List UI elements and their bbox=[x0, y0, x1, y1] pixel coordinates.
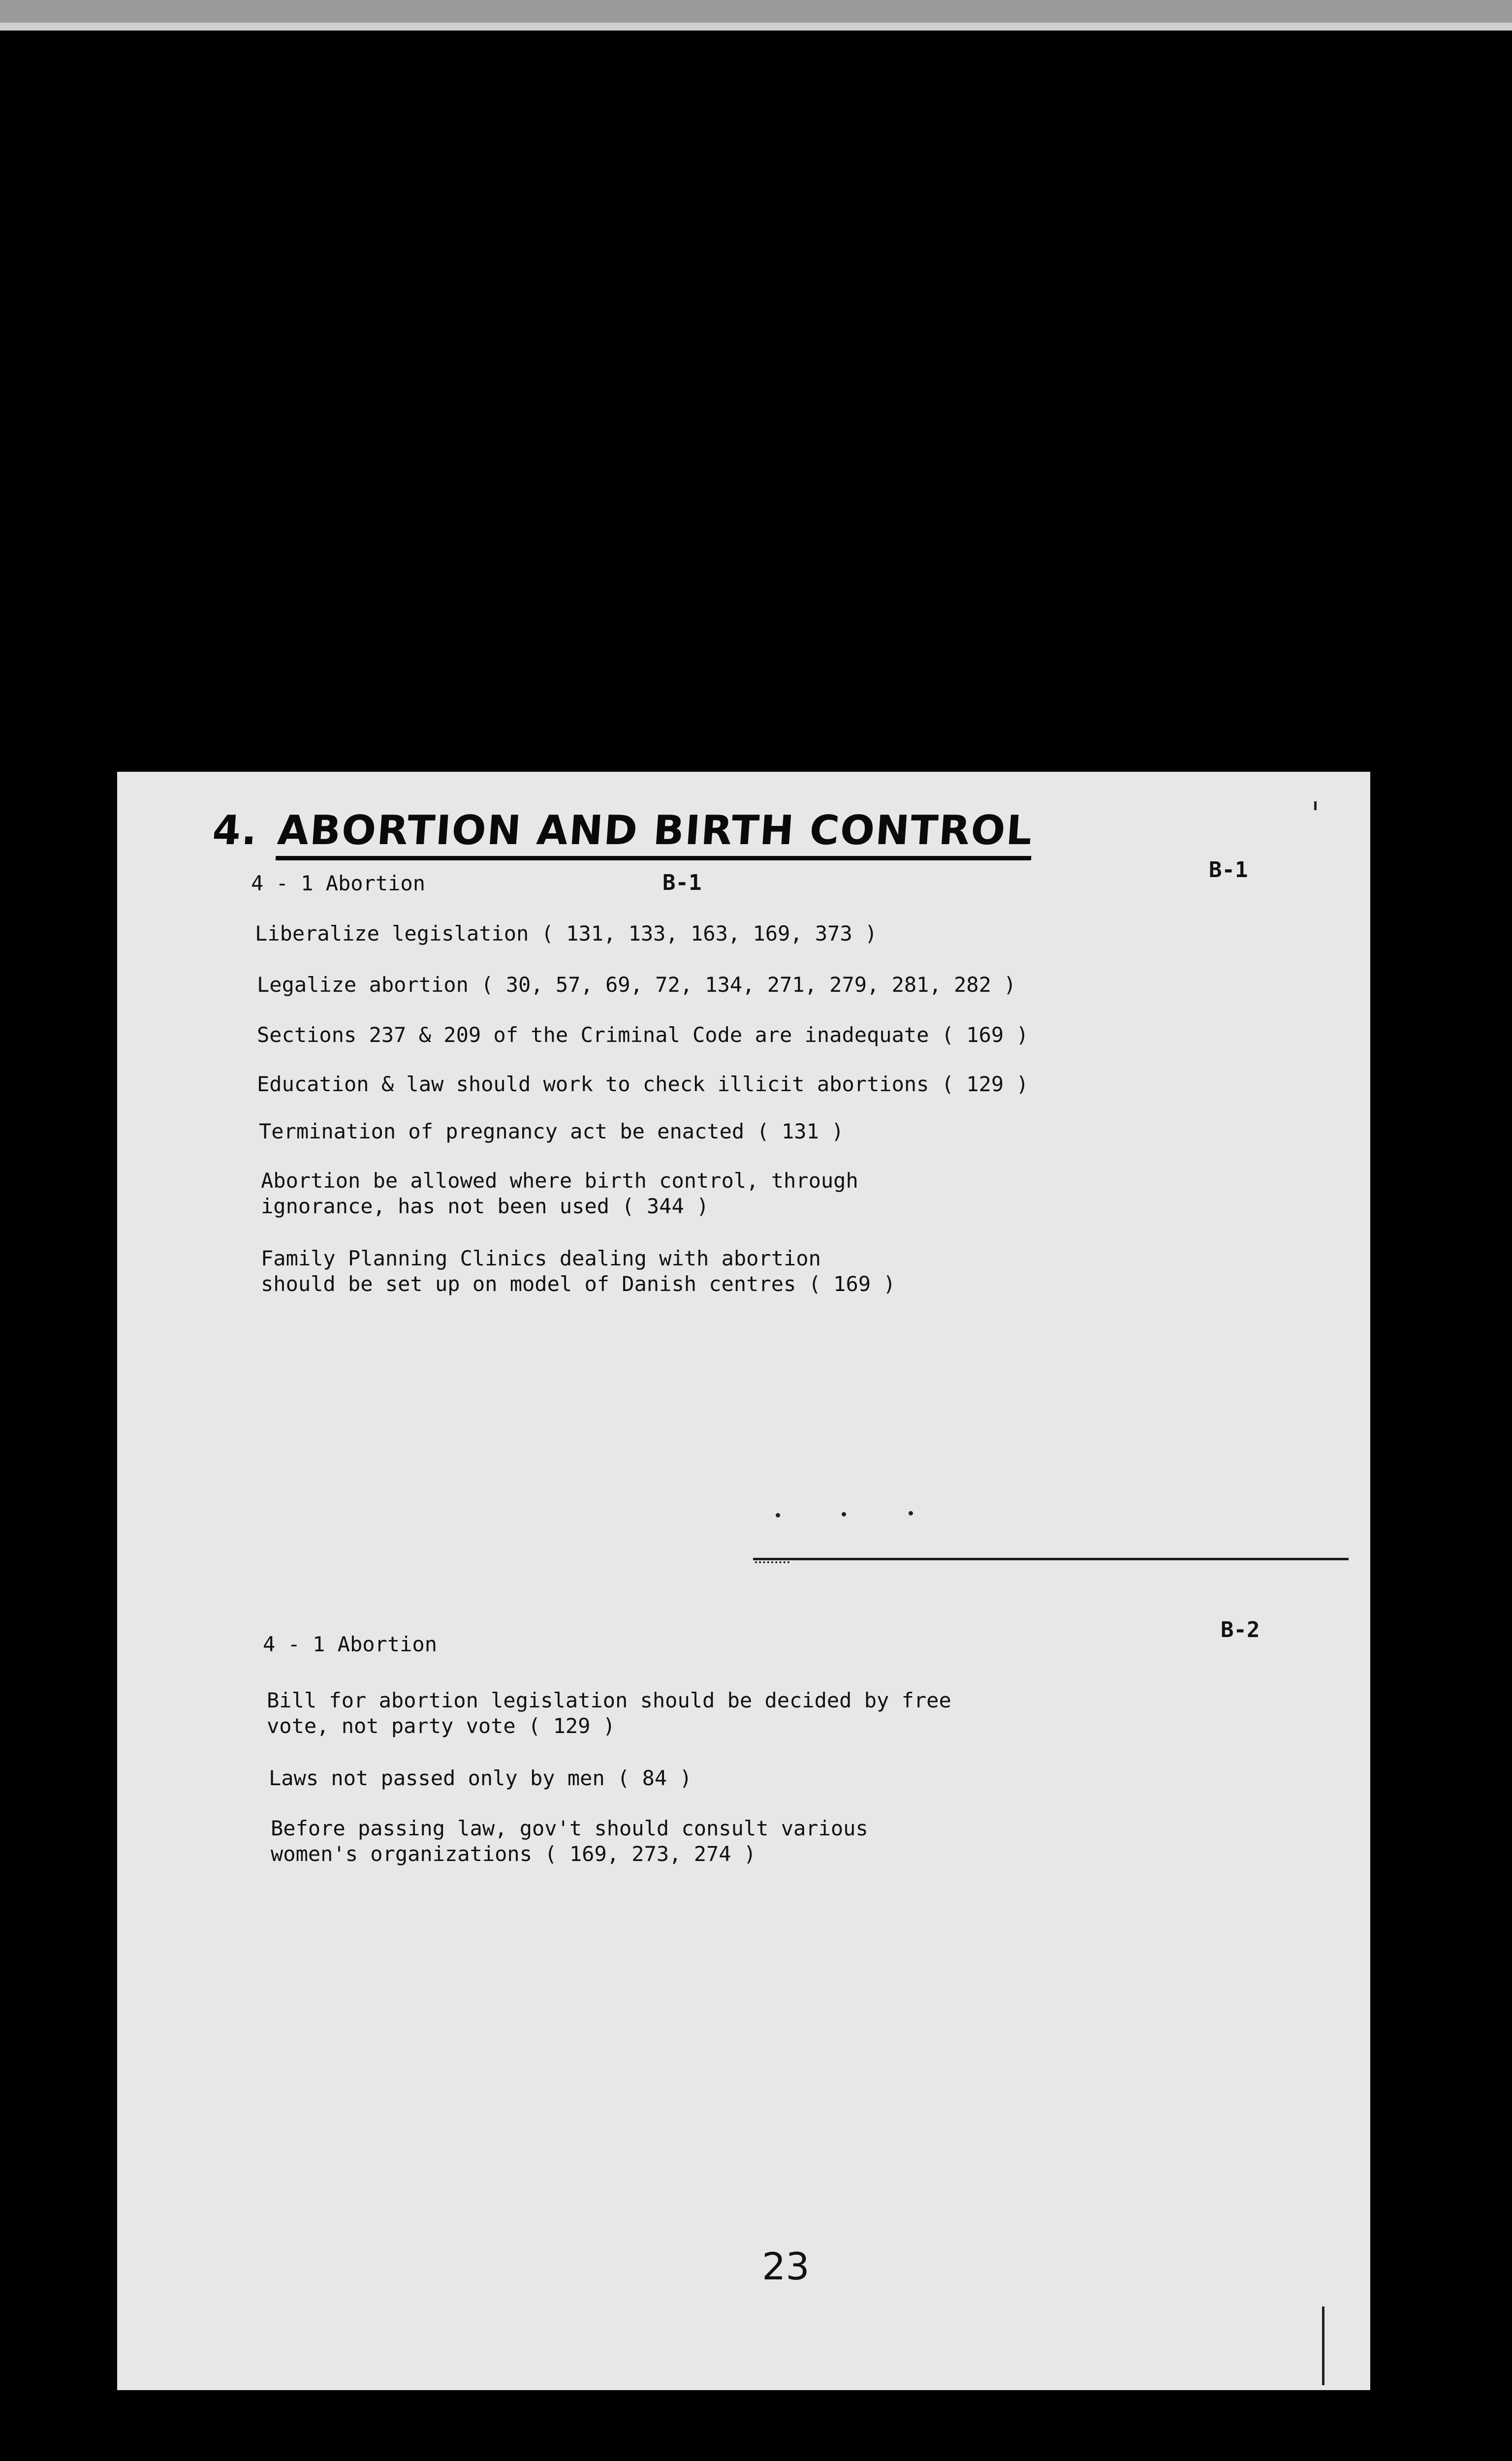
divider-rule bbox=[753, 1558, 1349, 1560]
b1-code-right: B-1 bbox=[1209, 857, 1248, 883]
b1-section-label: 4 - 1 Abortion bbox=[251, 871, 426, 895]
section-heading bbox=[211, 807, 1035, 854]
b1-item: ignorance, has not been used ( 344 ) bbox=[261, 1194, 709, 1218]
mark-dot bbox=[842, 1512, 846, 1516]
page-number: 23 bbox=[762, 2244, 810, 2288]
b1-item: Sections 237 & 209 of the Criminal Code are inadequate ( 169 ) bbox=[257, 1023, 1029, 1047]
b2-item: Bill for abortion legislation should be decided by free bbox=[267, 1688, 951, 1712]
b2-section-label: 4 - 1 Abortion bbox=[263, 1632, 438, 1656]
b2-item: women's organizations ( 169, 273, 274 ) bbox=[271, 1842, 756, 1866]
mark-dot bbox=[909, 1511, 913, 1515]
heading-number: 4. bbox=[211, 807, 260, 854]
b1-item: Abortion be allowed where birth control, through bbox=[261, 1168, 858, 1193]
b2-item: Laws not passed only by men ( 84 ) bbox=[269, 1766, 692, 1790]
edge-mark bbox=[1314, 801, 1317, 810]
divider-dash bbox=[755, 1561, 789, 1563]
b1-item: Termination of pregnancy act be enacted ( 131 ) bbox=[259, 1119, 844, 1143]
b2-item: vote, not party vote ( 129 ) bbox=[267, 1714, 616, 1738]
b2-code-right: B-2 bbox=[1221, 1617, 1260, 1642]
b1-item: Liberalize legislation ( 131, 133, 163, 169, 373 ) bbox=[255, 921, 878, 946]
b1-item: Legalize abortion ( 30, 57, 69, 72, 134, 271, 279, 281, 282 ) bbox=[257, 973, 1016, 997]
b1-item: should be set up on model of Danish centres ( 169 ) bbox=[261, 1272, 896, 1296]
film-top-edge bbox=[0, 0, 1512, 31]
b2-item: Before passing law, gov't should consult various bbox=[271, 1816, 868, 1840]
edge-mark bbox=[1322, 2306, 1324, 2385]
b1-item: Family Planning Clinics dealing with abortion bbox=[261, 1246, 821, 1270]
b1-code-center: B-1 bbox=[662, 870, 702, 895]
index-card bbox=[117, 772, 1370, 2390]
mark-dot bbox=[776, 1513, 780, 1517]
heading-title: ABORTION AND BIRTH CONTROL bbox=[276, 807, 1035, 860]
b1-item: Education & law should work to check illicit abortions ( 129 ) bbox=[257, 1072, 1029, 1096]
